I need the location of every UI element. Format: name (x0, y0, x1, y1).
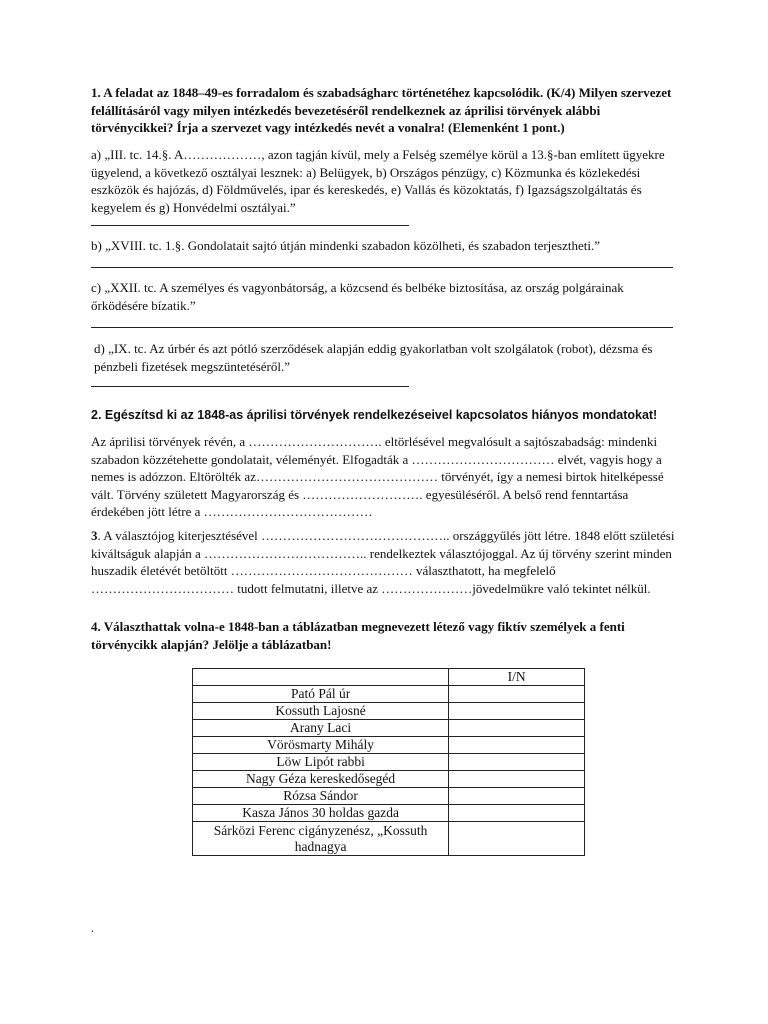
question-2-title: 2. Egészítsd ki az 1848-as áprilisi törvények rendelkezéseivel kapcsolatos hiányos mondatokat! (91, 408, 658, 422)
question-3-body: . A választójog kiterjesztésével …………………………………….. országgyűlés jött létre. 1848 előtt születési kiváltságuk alapján a ……………………………….. rendelkeztek választójoggal. Az új törvény szerint minden huszadik életévét betöltött …………………………………… választhatott, ha megfelelő …………………………… tudott felmutatni, illetve az …………………jövedelmükre való tekintet nélkül. (91, 528, 675, 596)
table-row (193, 822, 585, 856)
table-row (193, 686, 585, 703)
footer-dot: . (91, 921, 94, 935)
answer-line-1d[interactable] (91, 386, 409, 387)
table-row (193, 771, 585, 788)
question-1d-text: d) „IX. tc. Az úrbér és azt pótló szerződések alapján eddig gyakorlatban volt szolgálatok (robot), dézsma és pénzbeli fizetések megszüntetéséről.” (94, 341, 653, 374)
answer-cell[interactable] (449, 703, 585, 720)
table-row (193, 788, 585, 805)
answer-line-1b[interactable] (91, 267, 673, 268)
table-row (193, 703, 585, 720)
question-1-title: 1. A feladat az 1848–49-es forradalom és szabadságharc történetéhez kapcsolódik. (K/4) Milyen szervezet felállításáról vagy milyen intézkedés bevezetéséről rendelkeznek az áprilisi törvények alábbi törvénycikkei? Írja a szervezet vagy intézkedés nevét a vonalra! (Elemenként 1 pont.) (91, 85, 672, 135)
answer-line-1c[interactable] (91, 327, 673, 328)
table-header-yn: I/N (449, 669, 585, 686)
person-name: Arany Laci (193, 720, 449, 737)
answer-cell[interactable] (449, 822, 585, 856)
answer-cell[interactable] (449, 686, 585, 703)
table-row (193, 754, 585, 771)
voter-table (192, 668, 585, 856)
question-3-text (91, 527, 676, 597)
question-1a-text: a) „III. tc. 14.§. A………………, azon tagján kívül, mely a Felség személye körül a 13.§-ban említett ügyekre ügyelend, a következő osztályai lesznek: a) Belügyek, b) Országos pénzügy, c) Közmunka és közlekedési eszközök és hajózás, d) Földművelés, ipar és kereskedés, e) Vallás és közoktatás, f) Igazságszolgáltatás és kegyelem és g) Honvédelmi osztályai.” (91, 147, 665, 215)
answer-cell[interactable] (449, 805, 585, 822)
question-1b-text: b) „XVIII. tc. 1.§. Gondolatait sajtó útján mindenki szabadon közölheti, és szabadon terjesztheti.” (91, 238, 601, 253)
table-header-row (193, 669, 585, 686)
person-name: Vörösmarty Mihály (193, 737, 449, 754)
table-row (193, 737, 585, 754)
person-name: Nagy Géza kereskedősegéd (193, 771, 449, 788)
person-name: Löw Lipót rabbi (193, 754, 449, 771)
person-name: Rózsa Sándor (193, 788, 449, 805)
answer-cell[interactable] (449, 788, 585, 805)
person-name: Kossuth Lajosné (193, 703, 449, 720)
question-3-number: 3 (91, 528, 98, 543)
table-row (193, 720, 585, 737)
answer-cell[interactable] (449, 754, 585, 771)
question-2-text: Az áprilisi törvények révén, a …………………………. eltörlésével megvalósult a sajtószabadság: mindenki szabadon közzétehette gondolatait, véleményét. Elfogadták a …………………………… elvét, vagyis hogy a nemes is adózzon. Eltörölték az…………………………………… törvényét, így a nemesi birtok hitelképessé vált. Törvény született Magyarország és ………………………. egyesüléséről. A belső rend fenntartása érdekében jött létre a ………………………………… (91, 434, 664, 519)
person-name: Kasza János 30 holdas gazda (193, 805, 449, 822)
person-name: Pató Pál úr (193, 686, 449, 703)
answer-cell[interactable] (449, 737, 585, 754)
answer-line-1a[interactable] (91, 225, 409, 226)
table-row (193, 805, 585, 822)
person-name: Sárközi Ferenc cigányzenész, „Kossuth hadnagya (193, 822, 449, 856)
answer-cell[interactable] (449, 720, 585, 737)
question-1c-text: c) „XXII. tc. A személyes és vagyonbátorság, a közcsend és belbéke biztosítása, az ország polgárainak őrködésére bízatik.” (91, 280, 624, 313)
answer-cell[interactable] (449, 771, 585, 788)
question-4-title: 4. Választhattak volna-e 1848-ban a táblázatban megnevezett létező vagy fiktív személyek a fenti törvénycikk alapján? Jelölje a táblázatban! (91, 619, 625, 652)
table-header-name (193, 669, 449, 686)
